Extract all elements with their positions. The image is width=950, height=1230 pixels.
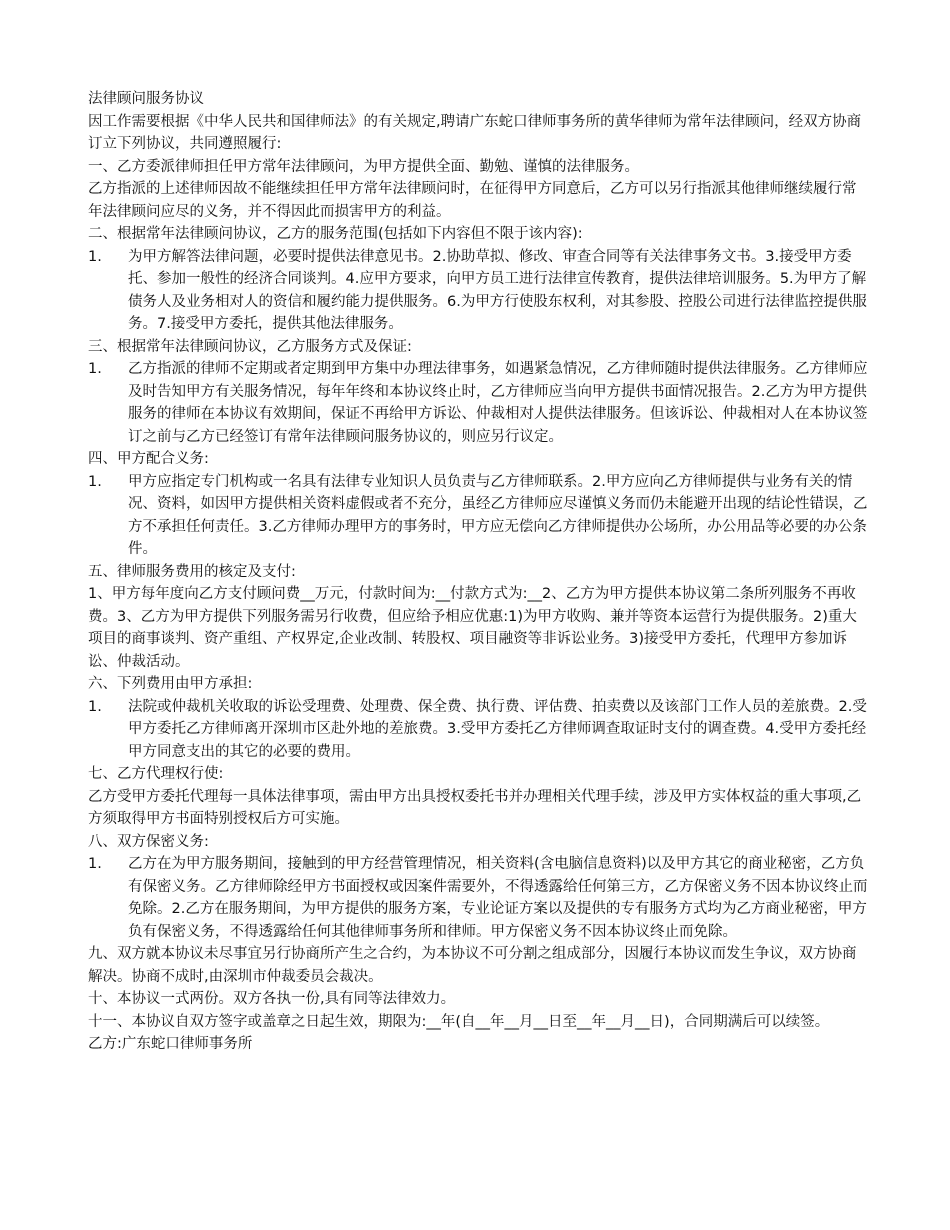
agreement-document [88,88,868,1056]
list-number: 1. [88,473,102,490]
section-4-heading: 四、甲方配合义务: [88,451,209,467]
section-9-paragraph: 九、双方就本协议未尽事宜另行协商所产生之合约，为本协议不可分割之组成部分，因履行本协议而发生争议，双方协商解决。协商不成时,由深圳市仲裁委员会裁决。 [88,946,857,985]
party-b-signature-line: 乙方:广东蛇口律师事务所 [88,1036,253,1052]
list-item-text: 甲方应指定专门机构或一名具有法律专业知识人员负责与乙方律师联系。2.甲方应向乙方律师提供与业务有关的情况、资料，如因甲方提供相关资料虚假或者不充分，虽经乙方律师应尽谨慎义务而仍未能避开出现的结论性错误，乙方不承担任何责任。3.乙方律师办理甲方的事务时，甲方应无偿向乙方律师提供办公场所，办公用品等必要的办公条件。 [128,473,868,557]
section-6-heading: 六、下列费用由甲方承担: [88,676,253,692]
list-item-text: 乙方在为甲方服务期间，接触到的甲方经营管理情况，相关资料(含电脑信息资料)以及甲方其它的商业秘密，乙方负有保密义务。乙方律师除经甲方书面授权或因案件需要外，不得透露给任何第三方，乙方保密义务不因本协议终止而免除。2.乙方在服务期间，为甲方提供的服务方案，专业论证方案以及提供的专有服务方式均为乙方商业秘密，甲方负有保密义务，不得透露给任何其他律师事务所和律师。甲方保密义务不因本协议终止而免除。 [128,856,868,940]
section-1-body: 乙方指派的上述律师因故不能继续担任甲方常年法律顾问时，在征得甲方同意后，乙方可以另行指派其他律师继续履行常年法律顾问应尽的义务，并不得因此而损害甲方的利益。 [88,181,857,220]
document-title: 法律顾问服务协议 [88,91,204,107]
section-10-paragraph: 十、本协议一式两份。双方各执一份,具有同等法律效力。 [88,991,456,1007]
section-7-body: 乙方受甲方委托代理每一具体法律事项，需由甲方出具授权委托书并办理相关代理手续，涉及甲方实体权益的重大事项,乙方须取得甲方书面特别授权后方可实施。 [88,788,862,827]
list-number: 1. [88,698,102,715]
section-1-heading: 一、乙方委派律师担任甲方常年法律顾问，为甲方提供全面、勤勉、谨慎的法律服务。 [88,158,639,175]
section-3-list-item [88,358,868,448]
section-7-heading: 七、乙方代理权行使: [88,766,224,782]
list-item-text: 为甲方解答法律问题，必要时提供法律意见书。2.协助草拟、修改、审查合同等有关法律事务文书。3.接受甲方委托、参加一般性的经济合同谈判。4.应甲方要求，向甲方员工进行法律宣传教育，提供法律培训服务。5.为甲方了解债务人及业务相对人的资信和履约能力提供服务。6.为甲方行使股东权利，对其参股、控股公司进行法律监控提供服务。7.接受甲方委托，提供其他法律服务。 [128,248,867,332]
section-4-list-item [88,471,868,561]
intro-paragraph: 因工作需要根据《中华人民共和国律师法》的有关规定,聘请广东蛇口律师事务所的黄华律师为常年法律顾问，经双方协商订立下列协议，共同遵照履行: [88,113,862,152]
section-8-list-item [88,853,868,943]
list-item-text: 乙方指派的律师不定期或者定期到甲方集中办理法律事务，如遇紧急情况，乙方律师随时提供法律服务。乙方律师应及时告知甲方有关服务情况，每年年终和本协议终止时，乙方律师应当向甲方提供书面情况报告。2.乙方为甲方提供服务的律师在本协议有效期间，保证不再给甲方诉讼、仲裁相对人提供法律服务。但该诉讼、仲裁相对人在本协议签订之前与乙方已经签订有常年法律顾问服务协议的，则应另行议定。 [128,361,868,445]
list-number: 1. [88,248,102,265]
section-5-heading: 五、律师服务费用的核定及支付: [88,563,296,580]
section-2-list-item [88,246,868,336]
section-5-body: 1、甲方每年度向乙方支付顾问费__万元，付款时间为:__付款方式为:__2、乙方为甲方提供本协议第二条所列服务不再收费。3、乙方为甲方提供下列服务需另行收费，但应给予相应优惠:1)为甲方收购、兼并等资本运营行为提供服务。2)重大项目的商事谈判、资产重组、产权界定,企业改制、转股权、项目融资等非诉讼业务。3)接受甲方委托，代理甲方参加诉讼、仲裁活动。 [88,586,857,670]
section-3-heading: 三、根据常年法律顾问协议，乙方服务方式及保证: [88,338,412,355]
list-item-text: 法院或仲裁机关收取的诉讼受理费、处理费、保全费、执行费、评估费、拍卖费以及该部门工作人员的差旅费。2.受甲方委托乙方律师离开深圳市区赴外地的差旅费。3.受甲方委托乙方律师调查取证时支付的调查费。4.受甲方委托经甲方同意支出的其它的必要的费用。 [128,698,867,760]
section-11-paragraph: 十一、本协议自双方签字或盖章之日起生效，期限为:__年(自__年__月__日至__年__月__日)，合同期满后可以续签。 [88,1013,830,1030]
section-6-list-item [88,696,868,764]
list-number: 1. [88,856,102,872]
section-2-heading: 二、根据常年法律顾问协议，乙方的服务范围(包括如下内容但不限于该内容): [88,226,583,242]
list-number: 1. [88,361,102,377]
section-8-heading: 八、双方保密义务: [88,833,209,850]
